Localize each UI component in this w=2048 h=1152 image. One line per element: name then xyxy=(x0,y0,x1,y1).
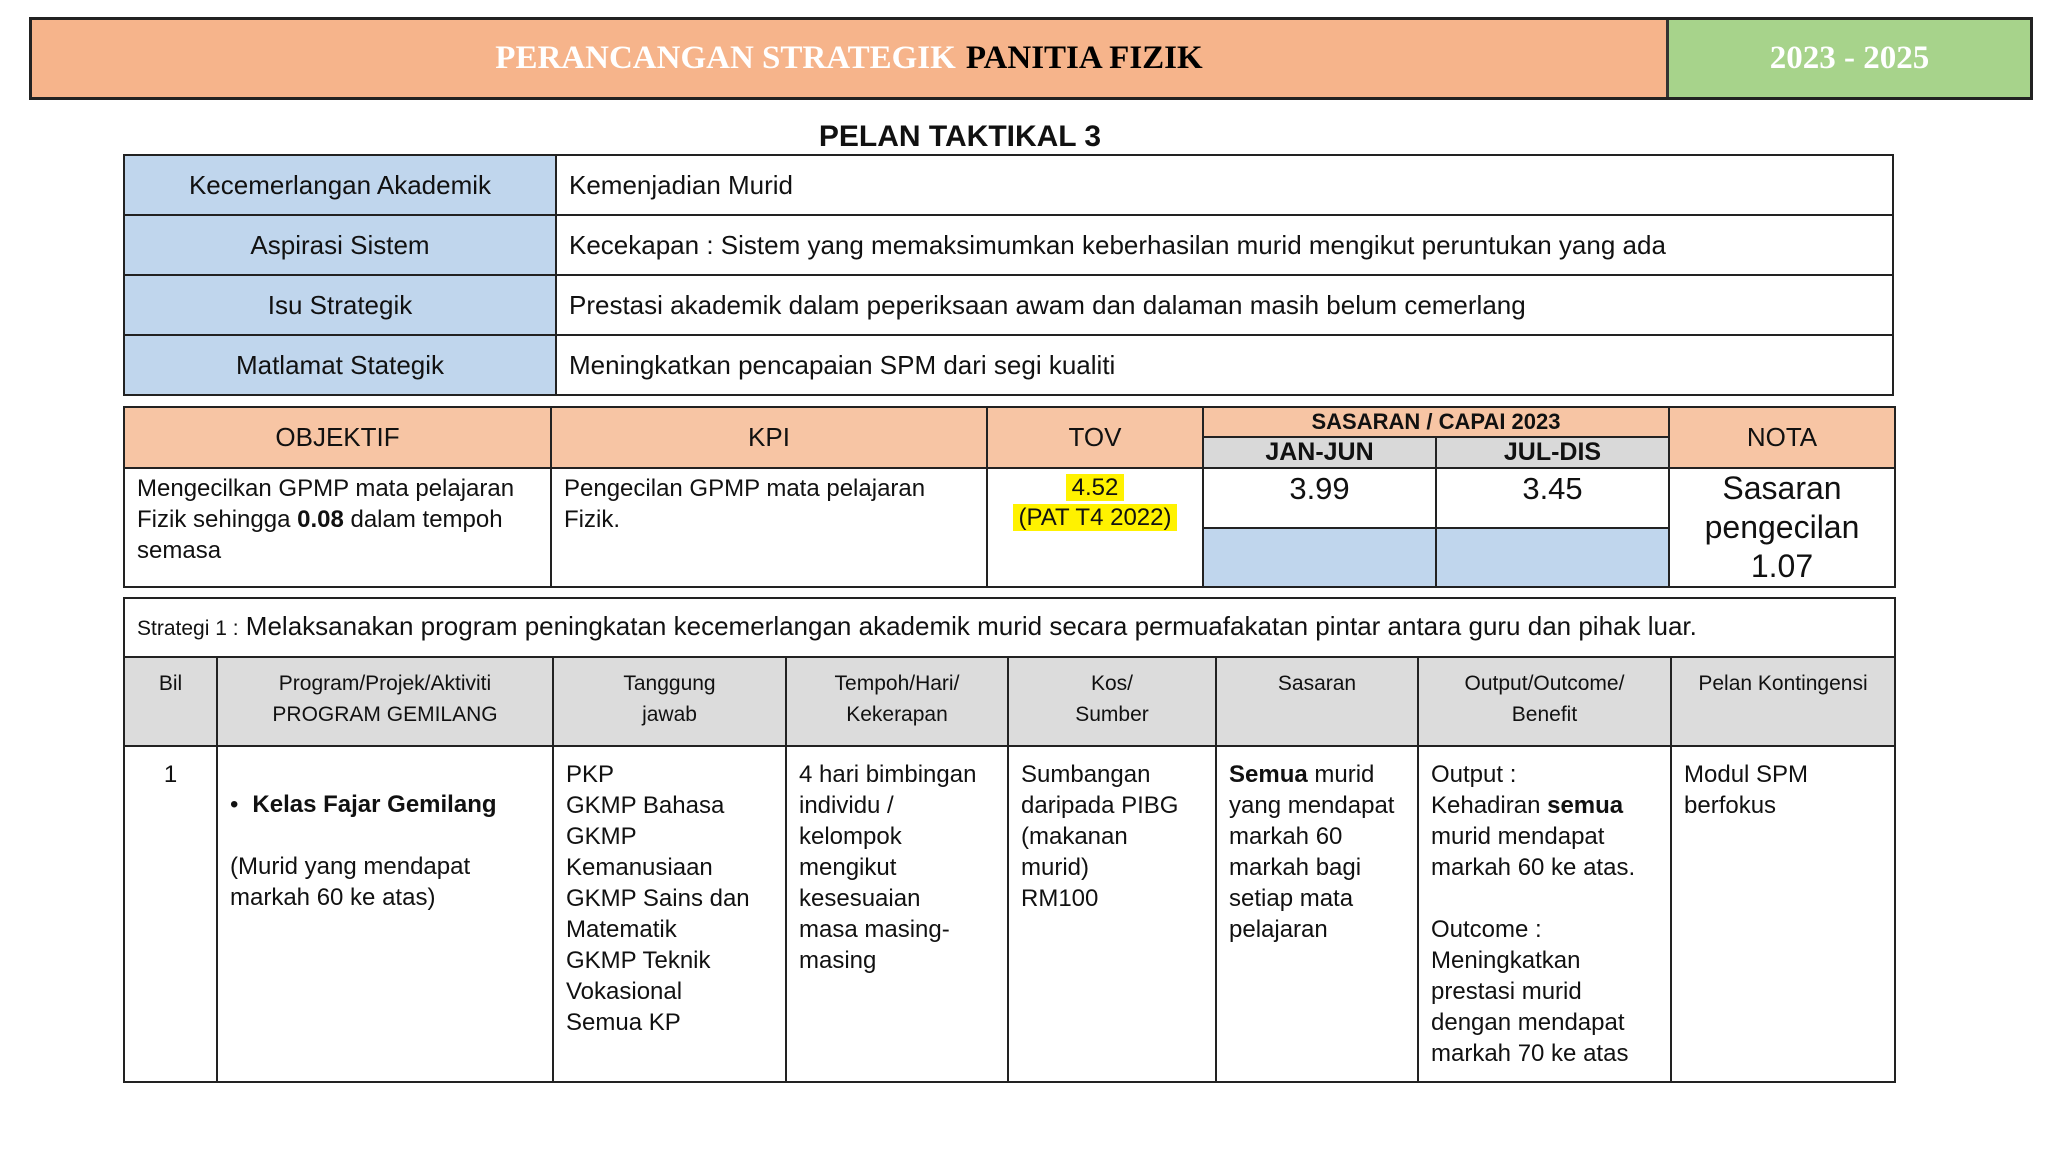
program-header: Program/Projek/Aktiviti PROGRAM GEMILANG xyxy=(217,657,553,746)
info-value: Kecekapan : Sistem yang memaksimumkan keberhasilan murid mengikut peruntukan yang ada xyxy=(556,215,1893,275)
tov-note: (PAT T4 2022) xyxy=(1013,504,1178,531)
info-label: Isu Strategik xyxy=(124,275,556,335)
strategy-table xyxy=(123,597,1896,1083)
info-label: Matlamat Stategik xyxy=(124,335,556,395)
kos-cell: Sumbangan daripada PIBG (makanan murid) RM100 xyxy=(1008,746,1216,1082)
objektif-cell: Mengecilkan GPMP mata pelajaran Fizik sehingga 0.08 dalam tempoh semasa xyxy=(124,468,551,587)
jan-jun-header: JAN-JUN xyxy=(1203,437,1436,468)
capai-jan-jun xyxy=(1203,528,1436,588)
banner-title xyxy=(32,20,1669,97)
output-header: Output/Outcome/ Benefit xyxy=(1418,657,1671,746)
kontingensi-header: Pelan Kontingensi xyxy=(1671,657,1895,746)
strategy-prefix: Strategi 1 : xyxy=(137,617,239,640)
capai-jul-dis xyxy=(1436,528,1669,588)
program-cell: • Kelas Fajar Gemilang (Murid yang mendapat markah 60 ke atas) xyxy=(217,746,553,1082)
info-label: Aspirasi Sistem xyxy=(124,215,556,275)
info-value: Prestasi akademik dalam peperiksaan awam dan dalaman masih belum cemerlang xyxy=(556,275,1893,335)
info-row xyxy=(124,275,1893,335)
sasaran-header: SASARAN / CAPAI 2023 xyxy=(1203,407,1669,437)
info-row xyxy=(124,155,1893,215)
banner-title-white: PERANCANGAN STRATEGIK xyxy=(495,40,956,76)
output-cell: Output : Kehadiran semua murid mendapat markah 60 ke atas. Outcome : Meningkatkan prestasi murid dengan mendapat markah 70 ke atas xyxy=(1418,746,1671,1082)
kos-header: Kos/ Sumber xyxy=(1008,657,1216,746)
kpi-table xyxy=(123,406,1896,588)
strategy-text: Melaksanakan program peningkatan kecemerlangan akademik murid secara permuafakatan pintar antara guru dan pihak luar. xyxy=(245,611,1697,641)
objektif-header: OBJEKTIF xyxy=(124,407,551,468)
bil-cell: 1 xyxy=(124,746,217,1082)
kontingensi-cell: Modul SPM berfokus xyxy=(1671,746,1895,1082)
banner-title-black: PANITIA FIZIK xyxy=(965,40,1203,76)
info-table xyxy=(123,154,1894,396)
strategy-title xyxy=(124,598,1895,657)
kpi-header: KPI xyxy=(551,407,987,468)
tempoh-header: Tempoh/Hari/ Kekerapan xyxy=(786,657,1008,746)
sasaran-jul-dis: 3.45 xyxy=(1436,468,1669,528)
info-label: Kecemerlangan Akademik xyxy=(124,155,556,215)
header-banner xyxy=(29,17,2033,100)
kpi-cell: Pengecilan GPMP mata pelajaran Fizik. xyxy=(551,468,987,587)
page-title: PELAN TAKTIKAL 3 xyxy=(818,120,1102,153)
tov-value: 4.52 xyxy=(1066,474,1125,501)
jul-dis-header: JUL-DIS xyxy=(1436,437,1669,468)
info-row xyxy=(124,335,1893,395)
bil-header: Bil xyxy=(124,657,217,746)
info-value: Meningkatkan pencapaian SPM dari segi kualiti xyxy=(556,335,1893,395)
sasaran-cell: Semua murid yang mendapat markah 60 markah bagi setiap mata pelajaran xyxy=(1216,746,1418,1082)
banner-years: 2023 - 2025 xyxy=(1669,20,2030,97)
tov-cell xyxy=(987,468,1203,587)
tanggung-header: Tanggung jawab xyxy=(553,657,786,746)
program-title: • Kelas Fajar Gemilang xyxy=(230,789,540,820)
tempoh-cell: 4 hari bimbingan individu / kelompok mengikut kesesuaian masa masing- masing xyxy=(786,746,1008,1082)
sasaran-col-header: Sasaran xyxy=(1216,657,1418,746)
nota-cell: Sasaran pengecilan 1.07 xyxy=(1669,468,1895,587)
nota-header: NOTA xyxy=(1669,407,1895,468)
table-row xyxy=(124,746,1895,1082)
sasaran-jan-jun: 3.99 xyxy=(1203,468,1436,528)
info-value: Kemenjadian Murid xyxy=(556,155,1893,215)
info-row xyxy=(124,215,1893,275)
tanggung-cell: PKP GKMP Bahasa GKMP Kemanusiaan GKMP Sains dan Matematik GKMP Teknik Vokasional Semua KP xyxy=(553,746,786,1082)
tov-header: TOV xyxy=(987,407,1203,468)
